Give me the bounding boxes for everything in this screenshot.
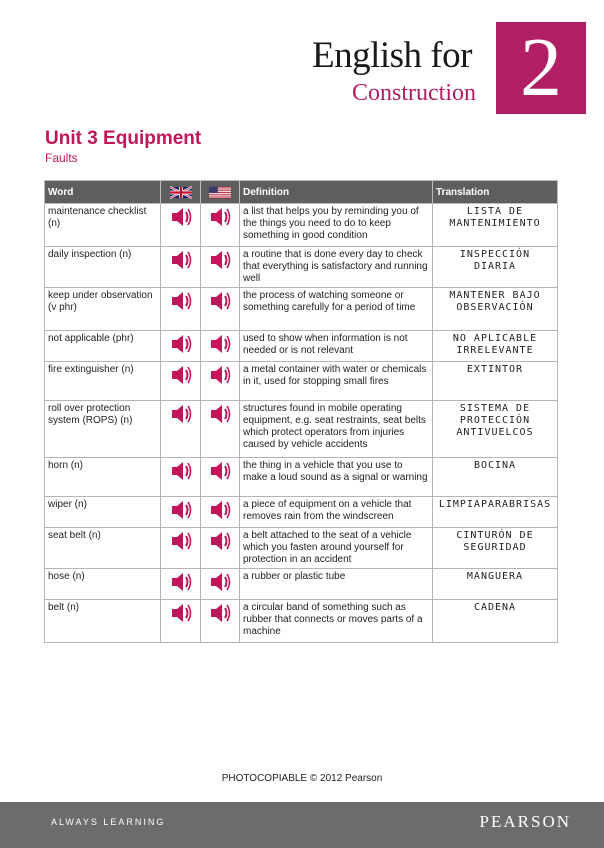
definition-cell: the process of watching someone or something carefully for a period of time	[240, 288, 433, 331]
translation-cell	[433, 288, 558, 331]
handwritten-translation: IRRELEVANTE	[456, 345, 534, 356]
word-cell: seat belt (n)	[45, 528, 161, 569]
handwritten-translation: BOCINA	[473, 460, 517, 471]
translation-cell	[433, 362, 558, 401]
translation-cell	[433, 600, 558, 643]
translation-cell	[433, 497, 558, 528]
handwritten-translation: SEGURIDAD	[463, 542, 527, 553]
uk-flag-icon	[170, 186, 192, 199]
unit-title: Unit 3 Equipment	[45, 128, 202, 149]
uk-audio-cell[interactable]	[161, 569, 201, 600]
us-audio-cell[interactable]	[201, 458, 240, 497]
table-row	[45, 247, 558, 288]
handwritten-translation: LISTA DE	[466, 206, 524, 217]
us-flag-icon	[209, 186, 231, 199]
table-row	[45, 600, 558, 643]
speaker-icon[interactable]	[169, 602, 193, 624]
handwritten-translation: CADENA	[473, 602, 517, 613]
definition-cell: the thing in a vehicle that you use to make a loud sound as a signal or warning	[240, 458, 433, 497]
uk-audio-cell[interactable]	[161, 401, 201, 458]
word-cell: wiper (n)	[45, 497, 161, 528]
definition-cell: a circular band of something such as rubber that connects or moves parts of a machine	[240, 600, 433, 643]
level-badge: 2	[496, 22, 586, 114]
translation-cell	[433, 331, 558, 362]
photocopiable-note: PHOTOCOPIABLE © 2012 Pearson	[221, 773, 383, 784]
definition-cell: structures found in mobile operating equipment, e.g. seat restraints, seat belts which protect operators from injuries caused by vehicle accidents	[240, 401, 433, 458]
speaker-icon[interactable]	[208, 333, 232, 355]
definition-cell: a piece of equipment on a vehicle that removes rain from the windscreen	[240, 497, 433, 528]
handwritten-translation: OBSERVACIÓN	[456, 302, 534, 313]
table-row	[45, 401, 558, 458]
us-audio-cell[interactable]	[201, 600, 240, 643]
word-cell: fire extinguisher (n)	[45, 362, 161, 401]
handwritten-translation: DIARIA	[473, 261, 517, 272]
word-cell: horn (n)	[45, 458, 161, 497]
column-header-definition: Definition	[240, 181, 433, 204]
table-row	[45, 362, 558, 401]
column-header-uk	[161, 181, 201, 204]
translation-cell	[433, 204, 558, 247]
uk-audio-cell[interactable]	[161, 458, 201, 497]
word-cell: hose (n)	[45, 569, 161, 600]
uk-audio-cell[interactable]	[161, 600, 201, 643]
translation-cell	[433, 458, 558, 497]
definition-cell: a belt attached to the seat of a vehicle which you fasten around yourself for protection in an accident	[240, 528, 433, 569]
speaker-icon[interactable]	[169, 290, 193, 312]
speaker-icon[interactable]	[208, 530, 232, 552]
translation-cell	[433, 569, 558, 600]
speaker-icon[interactable]	[208, 249, 232, 271]
handwritten-translation: ANTIVUELCOS	[456, 427, 534, 438]
speaker-icon[interactable]	[169, 364, 193, 386]
table-row	[45, 288, 558, 331]
handwritten-translation: PROTECCIÓN	[459, 415, 531, 426]
speaker-icon[interactable]	[169, 571, 193, 593]
handwritten-translation: MANTENIMIENTO	[449, 218, 541, 229]
word-cell: maintenance checklist (n)	[45, 204, 161, 247]
speaker-icon[interactable]	[208, 206, 232, 228]
uk-audio-cell[interactable]	[161, 331, 201, 362]
unit-subtitle: Faults	[45, 151, 78, 165]
table-row	[45, 458, 558, 497]
definition-cell: used to show when information is not needed or is not relevant	[240, 331, 433, 362]
us-audio-cell[interactable]	[201, 569, 240, 600]
us-audio-cell[interactable]	[201, 528, 240, 569]
us-audio-cell[interactable]	[201, 331, 240, 362]
uk-audio-cell[interactable]	[161, 288, 201, 331]
definition-cell: a routine that is done every day to check that everything is satisfactory and running well	[240, 247, 433, 288]
speaker-icon[interactable]	[169, 530, 193, 552]
uk-audio-cell[interactable]	[161, 204, 201, 247]
tagline: ALWAYS LEARNING	[51, 817, 166, 827]
speaker-icon[interactable]	[208, 571, 232, 593]
definition-cell: a rubber or plastic tube	[240, 569, 433, 600]
book-title: English for	[312, 35, 472, 76]
speaker-icon[interactable]	[169, 206, 193, 228]
us-audio-cell[interactable]	[201, 247, 240, 288]
definition-cell: a metal container with water or chemicals in it, used for stopping small fires	[240, 362, 433, 401]
word-cell: daily inspection (n)	[45, 247, 161, 288]
speaker-icon[interactable]	[169, 403, 193, 425]
column-header-word: Word	[45, 181, 161, 204]
table-row	[45, 497, 558, 528]
speaker-icon[interactable]	[208, 499, 232, 521]
handwritten-translation: EXTINTOR	[466, 364, 524, 375]
word-cell: not applicable (phr)	[45, 331, 161, 362]
us-audio-cell[interactable]	[201, 497, 240, 528]
speaker-icon[interactable]	[208, 460, 232, 482]
table-row	[45, 528, 558, 569]
publisher-logo: PEARSON	[479, 812, 571, 831]
footer-bar	[0, 802, 604, 848]
speaker-icon[interactable]	[208, 364, 232, 386]
handwritten-translation: MANGUERA	[466, 571, 524, 582]
us-audio-cell[interactable]	[201, 204, 240, 247]
translation-cell	[433, 528, 558, 569]
vocabulary-table	[44, 180, 558, 643]
handwritten-translation: CINTURÓN DE	[456, 530, 534, 541]
uk-audio-cell[interactable]	[161, 247, 201, 288]
uk-audio-cell[interactable]	[161, 362, 201, 401]
speaker-icon[interactable]	[208, 403, 232, 425]
table-row	[45, 569, 558, 600]
us-audio-cell[interactable]	[201, 288, 240, 331]
book-subtitle: Construction	[352, 80, 476, 106]
uk-audio-cell[interactable]	[161, 497, 201, 528]
word-cell: keep under observation (v phr)	[45, 288, 161, 331]
speaker-icon[interactable]	[169, 249, 193, 271]
handwritten-translation: INSPECCIÓN	[459, 249, 531, 260]
speaker-icon[interactable]	[208, 290, 232, 312]
handwritten-translation: SISTEMA DE	[459, 403, 531, 414]
column-header-us	[201, 181, 240, 204]
speaker-icon[interactable]	[169, 499, 193, 521]
word-cell: belt (n)	[45, 600, 161, 643]
table-header-row	[45, 181, 558, 204]
word-cell: roll over protection system (ROPS) (n)	[45, 401, 161, 458]
translation-cell	[433, 247, 558, 288]
us-audio-cell[interactable]	[201, 362, 240, 401]
translation-cell	[433, 401, 558, 458]
uk-audio-cell[interactable]	[161, 528, 201, 569]
handwritten-translation: MANTENER BAJO	[449, 290, 541, 301]
table-row	[45, 204, 558, 247]
speaker-icon[interactable]	[169, 333, 193, 355]
table-row	[45, 331, 558, 362]
us-audio-cell[interactable]	[201, 401, 240, 458]
speaker-icon[interactable]	[208, 602, 232, 624]
column-header-translation: Translation	[433, 181, 558, 204]
definition-cell: a list that helps you by reminding you of the things you need to do to keep something in good condition	[240, 204, 433, 247]
handwritten-translation: LIMPIAPARABRISAS	[438, 499, 552, 510]
handwritten-translation: NO APLICABLE	[452, 333, 538, 344]
speaker-icon[interactable]	[169, 460, 193, 482]
